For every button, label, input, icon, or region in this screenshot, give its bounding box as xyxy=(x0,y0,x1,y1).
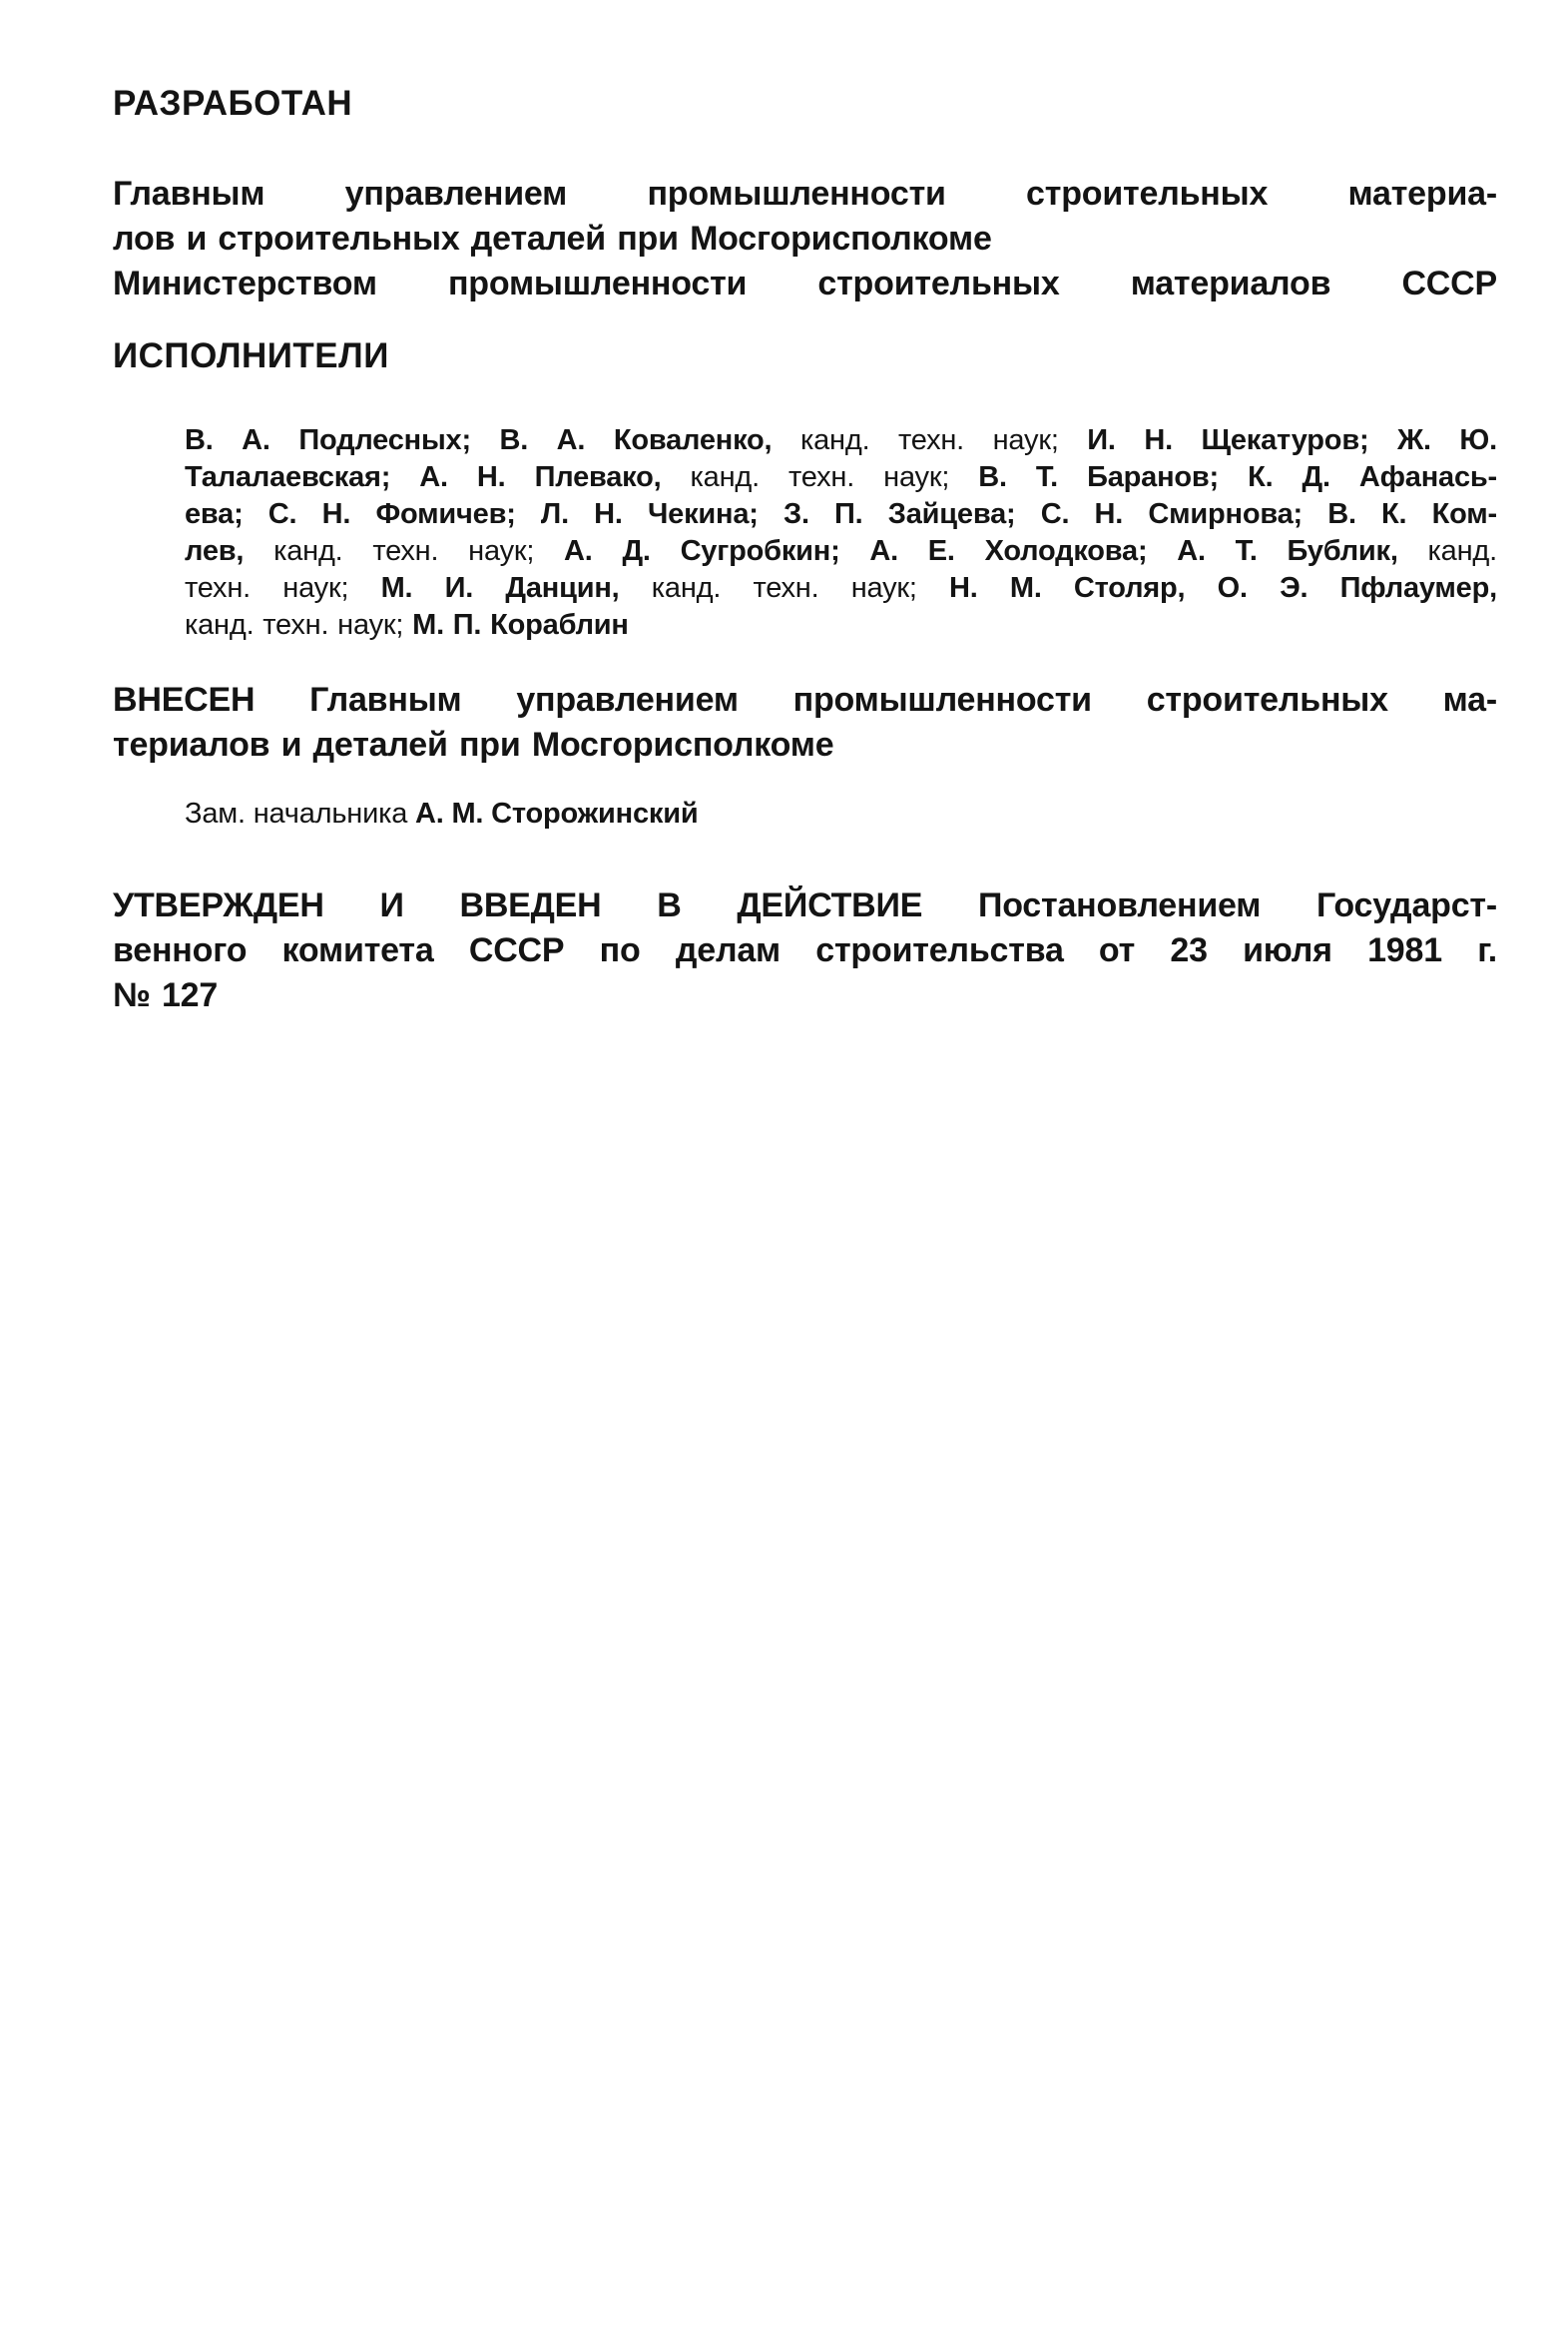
person-name: М. И. Данцин, xyxy=(380,572,620,604)
degree-text: Зам. начальника xyxy=(185,798,415,830)
person-name: А. Д. Сугробкин; А. Е. Холодкова; А. Т. Бублик, xyxy=(564,535,1398,567)
person-name: И. Н. Щекатуров; Ж. Ю. xyxy=(1087,424,1497,456)
person-name: В. А. Подлесных; В. А. Коваленко, xyxy=(185,424,773,456)
person-name: Н. М. Столяр, О. Э. Пфлаумер, xyxy=(949,572,1497,604)
person-name: Талалаевская; А. Н. Плевако, xyxy=(185,461,662,493)
degree-text: канд. техн. наук; xyxy=(185,609,413,641)
person-name: В. Т. Баранов; К. Д. Афанась- xyxy=(978,461,1497,493)
person-name: лев, xyxy=(185,535,245,567)
degree-text: техн. наук; xyxy=(185,572,381,604)
executors-line-3 xyxy=(185,496,1497,533)
submitted-line-2: териалов и деталей при Мосгорисполкоме xyxy=(113,726,834,764)
degree-text: канд. техн. наук; xyxy=(661,461,979,493)
executors-line-4 xyxy=(185,533,1497,570)
executors-line-6 xyxy=(185,607,1497,644)
developed-line-3: Министерством промышленности строительных материалов СССР xyxy=(113,265,1497,302)
developed-line-1: Главным управлением промышленности строительных материа- xyxy=(113,175,1497,213)
approved-line-3: № 127 xyxy=(113,976,219,1014)
developed-heading: РАЗРАБОТАН xyxy=(113,84,353,123)
person-name: М. П. Кораблин xyxy=(412,609,629,641)
degree-text: канд. техн. наук; xyxy=(772,424,1088,456)
developed-line-2: лов и строительных деталей при Мосгорисполкоме xyxy=(113,220,992,258)
person-name: ева; С. Н. Фомичев; Л. Н. Чекина; З. П. Зайцева; С. Н. Смирнова; В. К. Ком- xyxy=(185,498,1497,530)
degree-text: канд. xyxy=(1397,535,1497,567)
executors-list xyxy=(185,422,1497,644)
approved-paragraph xyxy=(113,883,1497,1018)
submitted-paragraph xyxy=(113,678,1497,768)
degree-text: канд. техн. наук; xyxy=(619,572,950,604)
person-name: А. М. Сторожинский xyxy=(415,798,699,830)
executors-line-1 xyxy=(185,422,1497,459)
approved-line-1: УТВЕРЖДЕН И ВВЕДЕН В ДЕЙСТВИЕ Постановлением Государст- xyxy=(113,886,1497,924)
approved-line-2: венного комитета СССР по делам строительства от 23 июля 1981 г. xyxy=(113,931,1497,969)
executors-line-2 xyxy=(185,459,1497,496)
submitted-signer xyxy=(185,796,1497,832)
executors-heading: ИСПОЛНИТЕЛИ xyxy=(113,336,389,375)
executors-line-5 xyxy=(185,570,1497,607)
degree-text: канд. техн. наук; xyxy=(244,535,565,567)
submitted-line-1: ВНЕСЕН Главным управлением промышленности строительных ма- xyxy=(113,681,1497,719)
developed-paragraph xyxy=(113,172,1497,306)
